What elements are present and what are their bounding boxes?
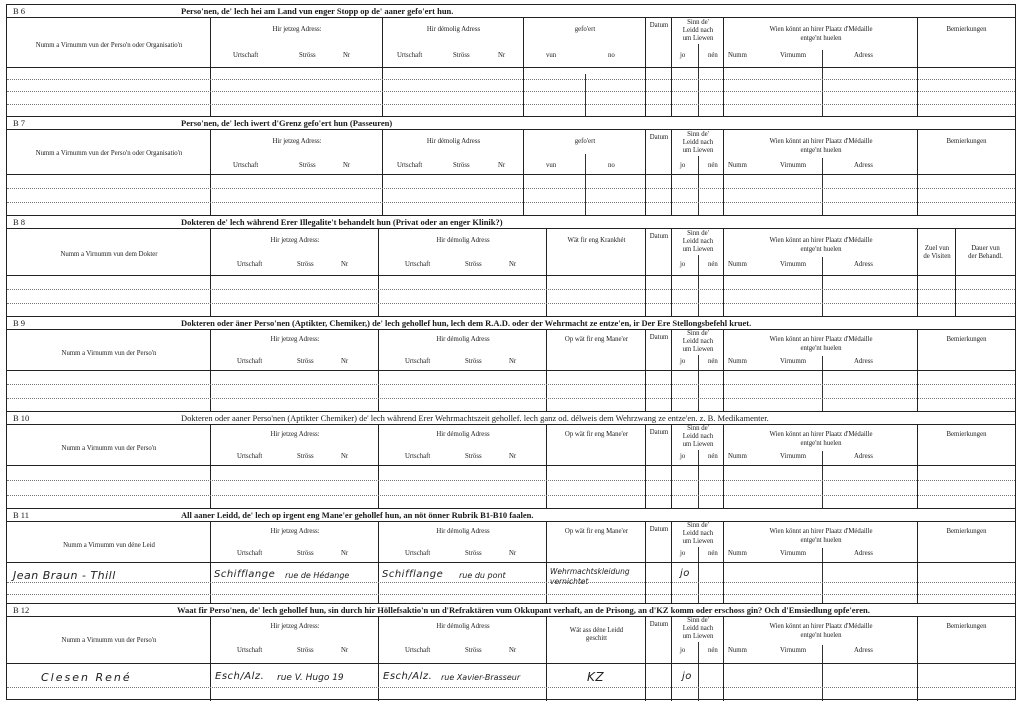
header-sinn: um Liewen <box>682 147 714 154</box>
col-datum <box>646 130 672 216</box>
header-sinn: Leidd nach <box>682 530 714 537</box>
col-sinn <box>672 522 724 604</box>
header-ortschaft: Urtschaft <box>237 261 263 268</box>
section-title: Perso'nen, de' lech hei am Land vun enger Stopp op de' aaner gefo'ert hun. <box>181 6 454 16</box>
divider <box>698 156 699 216</box>
header-addr-now: Hir jetzeg Adress: <box>270 623 320 630</box>
header-name: Numm a Virnumm vun der Perso'n oder Organisatio'n <box>35 150 183 157</box>
header-nen: nén <box>708 550 718 557</box>
header-sinn: um Liewen <box>682 441 714 448</box>
dotted-rule <box>7 480 1015 481</box>
header-numm: Numm <box>728 358 747 365</box>
header-nen: nén <box>708 162 718 169</box>
header-stross: Ströss <box>297 647 314 654</box>
section-bar <box>7 317 1015 330</box>
header-nr: Nr <box>509 550 517 557</box>
divider <box>698 255 699 317</box>
dotted-rule <box>7 495 1015 496</box>
section-b10 <box>6 411 1016 508</box>
header-nr: Nr <box>498 162 506 169</box>
header-wien: entge'nt huelen <box>800 440 842 447</box>
header-jo: jo <box>680 358 686 365</box>
header-adress: Adress <box>854 358 873 365</box>
col-name <box>7 617 211 701</box>
header-addr-now: Hir jetzeg Adress: <box>270 431 320 438</box>
dotted-rule <box>7 582 1015 583</box>
header-numm: Numm <box>728 162 747 169</box>
section-bar <box>7 117 1015 130</box>
header-datum: Datum <box>649 233 669 240</box>
header-nen: nén <box>708 453 718 460</box>
header-nr: Nr <box>509 647 517 654</box>
entry-stross: rue V. Hugo 19 <box>277 673 344 683</box>
header-rule <box>7 465 1015 466</box>
header-addr-then: Hir démolig Adress <box>426 26 481 33</box>
header-adress: Adress <box>854 261 873 268</box>
col-datum <box>646 330 672 412</box>
header-maneer: Op wät fir eng Mane'er <box>564 431 629 438</box>
header-bemierkungen: Bemierkungen <box>946 528 987 535</box>
col-name <box>7 425 211 509</box>
divider <box>822 645 823 701</box>
divider <box>822 257 823 317</box>
header-nr: Nr <box>341 550 349 557</box>
header-no: no <box>608 52 615 59</box>
header-addr-now: Hir jetzeg Adress: <box>272 26 322 33</box>
entry-name: Clesen René <box>41 671 132 684</box>
header-name: Numm a Virnumm vun dem Dokter <box>60 251 158 258</box>
section-b7 <box>6 116 1016 215</box>
section-title: All aaner Leidd, de' lech op irgent eng Mane'er gehollef hun, an nöt önner Rubrik B1-B10 faalen. <box>181 510 534 520</box>
header-stross: Ströss <box>453 52 470 59</box>
header-virnumm: Virnumm <box>780 162 807 169</box>
header-wien: Wien könnt an hirer Plaatz d'Médaille <box>769 237 873 244</box>
divider <box>822 548 823 604</box>
section-b9 <box>6 316 1016 411</box>
col-sinn <box>672 425 724 509</box>
col-addr-now <box>211 522 379 604</box>
header-zuel: de Visiten <box>923 253 951 260</box>
col-datum <box>646 617 672 701</box>
header-nr: Nr <box>509 358 517 365</box>
header-sinn: Sinn de' <box>687 330 709 337</box>
header-numm: Numm <box>728 550 747 557</box>
header-no: no <box>608 162 615 169</box>
dotted-rule <box>7 398 1015 399</box>
header-dauer: Dauer vun <box>971 245 1000 252</box>
header-ortschaft: Urtschaft <box>237 550 263 557</box>
header-virnumm: Virnumm <box>780 453 807 460</box>
header-adress: Adress <box>854 453 873 460</box>
header-sinn: Sinn de' <box>687 230 709 237</box>
header-addr-then: Hir démolig Adress <box>426 138 481 145</box>
col-bemierkungen <box>918 522 1015 604</box>
header-maneer: Op wät fir eng Mane'er <box>564 336 629 343</box>
header-stross: Ströss <box>465 358 482 365</box>
section-title: Waat fir Perso'nen, de' lech gehollef hun, sin durch hir Höllefsaktio'n un d'Refraktären vum Okkupant verhaft, an de Prisong, an d'KZ komm oder erschoss gin? Och d'Emsiedlung opfe'eren. <box>177 605 870 615</box>
header-adress: Adress <box>854 162 873 169</box>
header-bemierkungen: Bemierkungen <box>946 623 987 630</box>
header-rule <box>7 174 1015 175</box>
header-nr: Nr <box>509 261 517 268</box>
header-addr-then: Hir démolig Adress <box>436 336 490 343</box>
dotted-rule <box>7 202 1015 203</box>
entry-geschitt: KZ <box>587 670 605 684</box>
header-geschitt: Wät ass déne Leidd <box>569 627 624 634</box>
section-code: B 7 <box>13 118 26 128</box>
header-wien: Wien könnt an hirer Plaatz d'Médaille <box>769 26 873 33</box>
header-sinn: Leidd nach <box>682 139 714 146</box>
header-datum: Datum <box>649 429 669 436</box>
header-ortschaft: Urtschaft <box>237 647 263 654</box>
col-geschitt <box>547 617 646 701</box>
header-bemierkungen: Bemierkungen <box>946 138 987 145</box>
header-stross: Ströss <box>297 453 314 460</box>
header-stross: Ströss <box>453 162 470 169</box>
header-geschitt: geschitt <box>585 635 608 642</box>
col-medaille <box>724 617 918 701</box>
header-ortschaft: Urtschaft <box>237 453 263 460</box>
header-ortschaft: Urtschaft <box>233 162 259 169</box>
dotted-rule <box>7 384 1015 385</box>
header-addr-then: Hir démolig Adress <box>436 431 490 438</box>
col-addr-now <box>211 617 379 701</box>
header-bemierkungen: Bemierkungen <box>946 336 987 343</box>
section-title: Perso'nen, de' lech iwert d'Grenz gefo'ert hun (Passeuren) <box>181 118 393 128</box>
dotted-rule <box>7 289 1015 290</box>
col-medaille <box>724 522 918 604</box>
header-nen: nén <box>708 261 718 268</box>
header-virnumm: Virnumm <box>780 261 807 268</box>
header-datum: Datum <box>649 526 669 533</box>
header-numm: Numm <box>728 52 747 59</box>
header-stross: Ströss <box>297 550 314 557</box>
header-nr: Nr <box>509 453 517 460</box>
col-maneer <box>547 330 646 412</box>
col-gefoert <box>524 130 646 216</box>
col-bemierkungen <box>918 130 1015 216</box>
col-medaille <box>724 425 918 509</box>
header-datum: Datum <box>649 621 669 628</box>
header-stross: Ströss <box>465 261 482 268</box>
header-numm: Numm <box>728 647 747 654</box>
header-adress: Adress <box>854 550 873 557</box>
entry-stross: rue de Hédange <box>285 571 350 580</box>
section-b12 <box>6 603 1016 700</box>
header-addr-now: Hir jetzeg Adress: <box>270 528 320 535</box>
header-sinn: Sinn de' <box>687 617 709 624</box>
header-rule <box>7 562 1015 563</box>
header-ortschaft: Urtschaft <box>405 647 431 654</box>
header-stross: Ströss <box>465 550 482 557</box>
header-sinn: um Liewen <box>682 346 714 353</box>
entry-maneer: vernichtet <box>550 577 589 586</box>
col-datum <box>646 522 672 604</box>
section-code: B 11 <box>13 510 29 520</box>
header-ortschaft: Urtschaft <box>397 52 423 59</box>
col-bemierkungen <box>918 425 1015 509</box>
section-title: Dokteren oder äner Perso'nen (Aptikter, Chemiker,) de' lech gehollef hun, lech dem R.A.D. oder der Wehrmacht ze entze'en, ir Der Ere Stellongsbefehl kruet. <box>181 318 752 328</box>
col-medaille <box>724 330 918 412</box>
entry-jo: jo <box>680 568 690 579</box>
divider <box>585 154 586 216</box>
section-b8 <box>6 215 1016 316</box>
divider <box>698 547 699 604</box>
section-code: B 12 <box>13 605 30 615</box>
col-bemierkungen <box>918 330 1015 412</box>
header-rule <box>7 67 1015 68</box>
section-bar <box>7 509 1015 522</box>
entry-stross: rue Xavier-Brasseur <box>441 673 521 682</box>
header-datum: Datum <box>649 134 669 141</box>
entry-ortschaft: Esch/Alz. <box>383 671 433 682</box>
header-addr-now: Hir jetzeg Adress: <box>272 138 322 145</box>
section-code: B 10 <box>13 413 30 423</box>
header-jo: jo <box>680 52 686 59</box>
section-bar <box>7 5 1015 18</box>
header-addr-now: Hir jetzeg Adress: <box>270 237 320 244</box>
header-stross: Ströss <box>297 261 314 268</box>
header-numm: Numm <box>728 453 747 460</box>
header-wien: Wien könnt an hirer Plaatz d'Médaille <box>769 528 873 535</box>
header-sinn: um Liewen <box>682 35 714 42</box>
header-addr-then: Hir démolig Adress <box>436 528 490 535</box>
header-sinn: um Liewen <box>682 538 714 545</box>
section-title: Dokteren de' lech während Erer Illegalite't behandelt hun (Privat oder an enger Klinik?) <box>181 217 503 227</box>
header-nr: Nr <box>341 358 349 365</box>
header-wien: entge'nt huelen <box>800 537 842 544</box>
entry-name: Jean Braun - Thill <box>13 569 116 582</box>
divider <box>822 50 823 117</box>
dotted-rule <box>7 303 1015 304</box>
divider <box>585 74 586 117</box>
header-maneer: Op wät fir eng Mane'er <box>564 528 629 535</box>
header-ortschaft: Urtschaft <box>405 358 431 365</box>
divider <box>698 642 699 701</box>
header-virnumm: Virnumm <box>780 52 807 59</box>
col-sinn <box>672 617 724 701</box>
col-addr-now <box>211 425 379 509</box>
header-nr: Nr <box>341 261 349 268</box>
section-bar <box>7 412 1015 425</box>
header-name: Numm a Virnumm vun der Perso'n <box>61 350 157 357</box>
col-name <box>7 522 211 604</box>
header-wien: entge'nt huelen <box>800 632 842 639</box>
header-jo: jo <box>680 453 686 460</box>
col-medaille <box>724 130 918 216</box>
dotted-rule <box>7 104 1015 105</box>
header-datum: Datum <box>649 22 669 29</box>
header-nr: Nr <box>498 52 506 59</box>
header-ortschaft: Urtschaft <box>233 52 259 59</box>
header-wien: Wien könnt an hirer Plaatz d'Médaille <box>769 623 873 630</box>
col-maneer <box>547 425 646 509</box>
header-name: Numm a Virnumm vun der Perso'n <box>61 445 157 452</box>
header-sinn: Sinn de' <box>687 522 709 529</box>
section-b6 <box>6 4 1016 116</box>
header-wien: entge'nt huelen <box>800 35 842 42</box>
header-gefoert: gefo'ert <box>574 138 596 145</box>
col-sinn <box>672 130 724 216</box>
divider <box>822 158 823 216</box>
section-code: B 8 <box>13 217 26 227</box>
header-sinn: Sinn de' <box>687 425 709 432</box>
dotted-rule <box>7 188 1015 189</box>
col-addr-now <box>211 130 383 216</box>
header-wien: entge'nt huelen <box>800 246 842 253</box>
section-bar <box>7 604 1015 617</box>
header-krankheet: Wät fir eng Krankhét <box>567 237 626 244</box>
dotted-rule <box>7 91 1015 92</box>
header-wien: entge'nt huelen <box>800 147 842 154</box>
col-sinn <box>672 330 724 412</box>
entry-maneer: Wehrmachtskleidung <box>550 567 630 576</box>
header-ortschaft: Urtschaft <box>405 453 431 460</box>
header-adress: Adress <box>854 52 873 59</box>
entry-stross: rue du pont <box>459 571 506 580</box>
header-addr-now: Hir jetzeg Adress: <box>270 336 320 343</box>
header-ortschaft: Urtschaft <box>405 550 431 557</box>
header-wien: Wien könnt an hirer Plaatz d'Médaille <box>769 336 873 343</box>
header-name: Numm a Virnumm vun der Perso'n oder Organisatio'n <box>35 42 183 49</box>
header-nr: Nr <box>343 162 351 169</box>
header-sinn: Leidd nach <box>682 625 714 632</box>
col-addr-then <box>379 522 547 604</box>
header-ortschaft: Urtschaft <box>405 261 431 268</box>
header-virnumm: Virnumm <box>780 550 807 557</box>
header-rule <box>7 663 1015 664</box>
header-stross: Ströss <box>297 358 314 365</box>
header-sinn: Leidd nach <box>682 238 714 245</box>
entry-ortschaft: Schifflange <box>214 569 276 580</box>
header-nen: nén <box>708 647 718 654</box>
header-ortschaft: Urtschaft <box>397 162 423 169</box>
dotted-rule <box>7 594 1015 595</box>
col-datum <box>646 425 672 509</box>
header-virnumm: Virnumm <box>780 358 807 365</box>
header-vun: vun <box>546 162 557 169</box>
header-name: Numm a Virnumm vun der Perso'n <box>61 637 157 644</box>
header-dauer: der Behandl. <box>968 253 1003 260</box>
header-adress: Adress <box>854 647 873 654</box>
header-wien: entge'nt huelen <box>800 345 842 352</box>
section-b11 <box>6 508 1016 603</box>
header-jo: jo <box>680 261 686 268</box>
header-stross: Ströss <box>465 453 482 460</box>
col-addr-then <box>383 130 524 216</box>
questionnaire-form <box>6 4 1016 700</box>
header-vun: vun <box>546 52 557 59</box>
header-wien: Wien könnt an hirer Plaatz d'Médaille <box>769 431 873 438</box>
header-sinn: Leidd nach <box>682 338 714 345</box>
header-zuel: Zuel vun <box>924 245 950 252</box>
header-nr: Nr <box>343 52 351 59</box>
header-nen: nén <box>708 358 718 365</box>
header-rule <box>7 370 1015 371</box>
divider <box>698 44 699 117</box>
col-addr-then <box>379 617 547 701</box>
header-sinn: Leidd nach <box>682 27 714 34</box>
header-sinn: um Liewen <box>682 633 714 640</box>
header-wien: Wien könnt an hirer Plaatz d'Médaille <box>769 138 873 145</box>
section-code: B 9 <box>13 318 26 328</box>
section-bar <box>7 216 1015 229</box>
col-addr-now <box>211 330 379 412</box>
header-virnumm: Virnumm <box>780 647 807 654</box>
header-name: Numm a Virnumm vun déne Leid <box>63 542 155 549</box>
header-sinn: Sinn de' <box>687 131 709 138</box>
col-maneer <box>547 522 646 604</box>
header-datum: Datum <box>649 334 669 341</box>
header-nen: nén <box>708 52 718 59</box>
dotted-rule <box>7 79 1015 80</box>
header-rule <box>7 275 1015 276</box>
header-sinn: Sinn de' <box>687 19 709 26</box>
header-addr-then: Hir démolig Adress <box>436 237 490 244</box>
header-jo: jo <box>680 162 686 169</box>
header-sinn: Leidd nach <box>682 433 714 440</box>
header-jo: jo <box>680 647 686 654</box>
header-ortschaft: Urtschaft <box>237 358 263 365</box>
col-name <box>7 330 211 412</box>
section-title: Dokteren oder aaner Perso'nen (Aptikter Chemiker) de' lech während Erer Wehrmachtszeit gehollef. lech ganz od. délweis dem Wehrzwang ze entze'en. z. B. Medikamenter. <box>181 413 769 423</box>
header-numm: Numm <box>728 261 747 268</box>
col-name <box>7 130 211 216</box>
col-addr-then <box>379 330 547 412</box>
header-nr: Nr <box>341 647 349 654</box>
header-bemierkungen: Bemierkungen <box>946 431 987 438</box>
section-code: B 6 <box>13 6 26 16</box>
header-stross: Ströss <box>465 647 482 654</box>
col-bemierkungen <box>918 617 1015 701</box>
header-jo: jo <box>680 550 686 557</box>
header-sinn: um Liewen <box>682 246 714 253</box>
header-bemierkungen: Bemierkungen <box>946 26 987 33</box>
header-gefoert: gefo'ert <box>574 26 596 33</box>
dotted-rule <box>7 687 1015 688</box>
header-addr-then: Hir démolig Adress <box>436 623 490 630</box>
col-addr-then <box>379 425 547 509</box>
entry-ortschaft: Schifflange <box>382 569 444 580</box>
header-stross: Ströss <box>299 162 316 169</box>
header-stross: Ströss <box>299 52 316 59</box>
entry-jo: jo <box>682 671 692 682</box>
header-nr: Nr <box>341 453 349 460</box>
entry-ortschaft: Esch/Alz. <box>215 671 265 682</box>
